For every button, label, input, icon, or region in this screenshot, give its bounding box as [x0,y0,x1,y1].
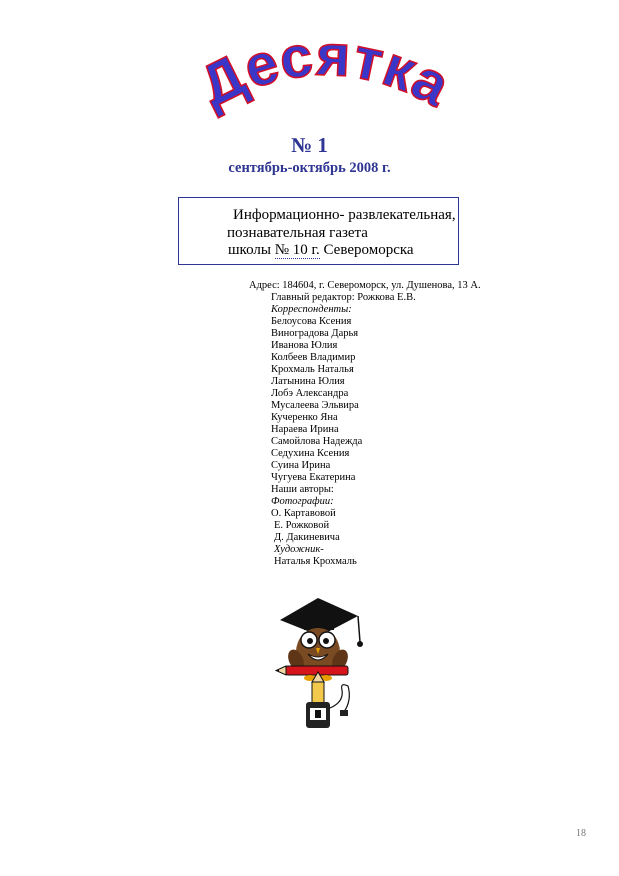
correspondent-name: Самойлова Надежда [271,436,363,447]
correspondent-name: Иванова Юлия [271,340,338,351]
correspondent-name: Латынина Юлия [271,376,345,387]
correspondent-name: Крохмаль Наталья [271,364,354,375]
correspondent-name: Седухина Ксения [271,448,350,459]
correspondent-name: Лобэ Александра [271,388,349,399]
owl-graduate-icon [272,590,364,740]
school-number: № 10 г. [274,242,320,258]
correspondent-name: Чугуева Екатерина [271,472,356,483]
photographer-name: Д. Дакиневича [274,532,340,543]
address: Адрес: 184604, г. Североморск, ул. Душенова, 13 А. [249,280,481,291]
description-line-1: Информационно- развлекательная, [233,207,456,223]
issue-date: сентябрь-октябрь 2008 г. [228,160,391,176]
correspondent-name: Колбеев Владимир [271,352,356,363]
artist-heading: Художник- [274,544,324,555]
masthead-title [189,22,461,130]
city-name: Североморска [323,242,414,258]
masthead-title-text: Десятка [189,22,461,120]
photos-heading: Фотографии: [271,496,334,507]
correspondent-name: Белоусова Ксения [271,316,352,327]
svg-text:Десятка [190,22,461,119]
photographer-name: О. Картавовой [271,508,336,519]
page-number: 18 [576,828,586,839]
correspondent-name: Мусалеева Эльвира [271,400,359,411]
photographer-name: Е. Рожковой [274,520,330,531]
correspondent-name: Суина Ирина [271,460,331,471]
correspondent-name: Кучеренко Яна [271,412,338,423]
authors-heading: Наши авторы: [271,484,334,495]
correspondent-name: Нараева Ирина [271,424,339,435]
description-line-2: познавательная газета [227,225,368,241]
school-word: школы [228,242,271,258]
issue-number: № 1 [291,133,328,157]
correspondents-heading: Корреспонденты: [271,304,352,315]
newspaper-description-box [178,197,459,265]
correspondent-name: Виноградова Дарья [271,328,359,339]
description-line-3 [228,241,414,260]
chief-editor: Главный редактор: Рожкова Е.В. [271,292,416,303]
artist-name: Наталья Крохмаль [274,556,357,567]
